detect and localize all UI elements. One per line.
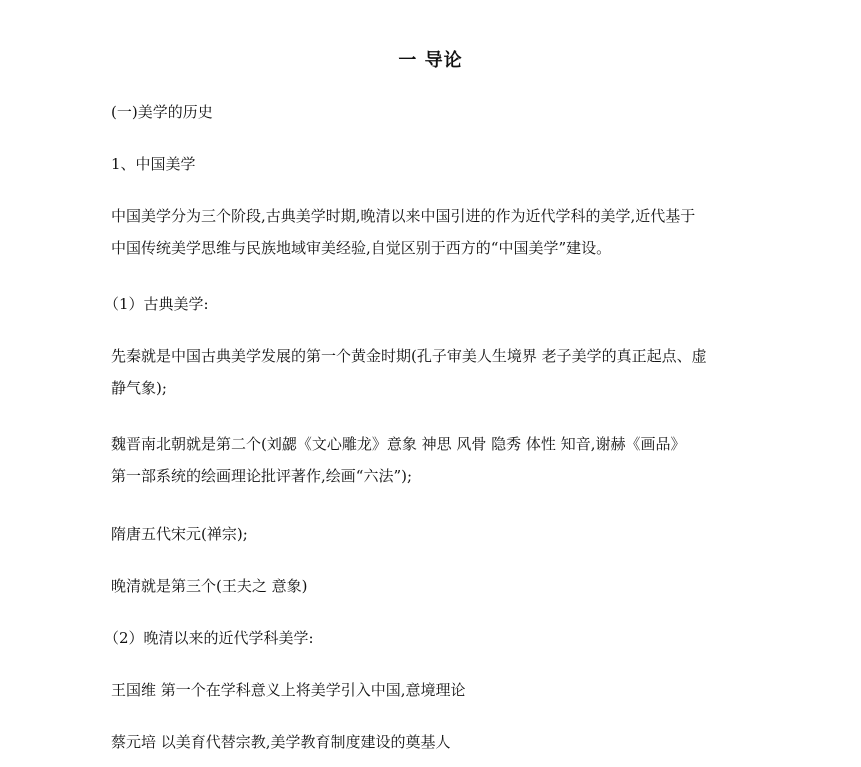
line: 王国维 第一个在学科意义上将美学引入中国,意境理论	[111, 681, 466, 699]
paragraph-cai-yuanpei	[111, 726, 771, 758]
paragraph-three-stages	[111, 200, 771, 264]
line: 中国美学分为三个阶段,古典美学时期,晚清以来中国引进的作为近代学科的美学,近代基于	[111, 207, 696, 225]
line: 隋唐五代宋元(禅宗);	[111, 525, 248, 543]
line: 晚清就是第三个(王夫之 意象)	[111, 577, 308, 595]
line: （1）古典美学:	[104, 295, 209, 313]
line: 先秦就是中国古典美学发展的第一个黄金时期(孔子审美人生境界 老子美学的真正起点、虚	[111, 347, 707, 365]
paragraph-late-qing	[111, 570, 771, 602]
paragraph-wei-jin	[111, 428, 771, 492]
subheading-modern	[104, 622, 764, 654]
paragraph-wang-guowei	[111, 674, 771, 706]
subheading-classical	[104, 288, 764, 320]
line: 1、中国美学	[111, 155, 196, 173]
line: (一)美学的历史	[111, 103, 213, 121]
page-title: 一 导论	[398, 50, 463, 71]
line: 蔡元培 以美育代替宗教,美学教育制度建设的奠基人	[111, 733, 451, 751]
line: 第一部系统的绘画理论批评著作,绘画“六法”);	[111, 467, 413, 485]
subsection-heading-chinese-aesthetics	[111, 148, 771, 180]
section-heading-history	[111, 96, 771, 128]
line: （2）晚清以来的近代学科美学:	[104, 629, 314, 647]
paragraph-sui-tang	[111, 518, 771, 550]
line: 魏晋南北朝就是第二个(刘勰《文心雕龙》意象 神思 风骨 隐秀 体性 知音,谢赫《画品》	[111, 435, 686, 453]
line: 静气象);	[111, 379, 167, 397]
line: 中国传统美学思维与民族地域审美经验,自觉区别于西方的“中国美学”建设。	[111, 239, 612, 257]
paragraph-pre-qin	[111, 340, 771, 404]
